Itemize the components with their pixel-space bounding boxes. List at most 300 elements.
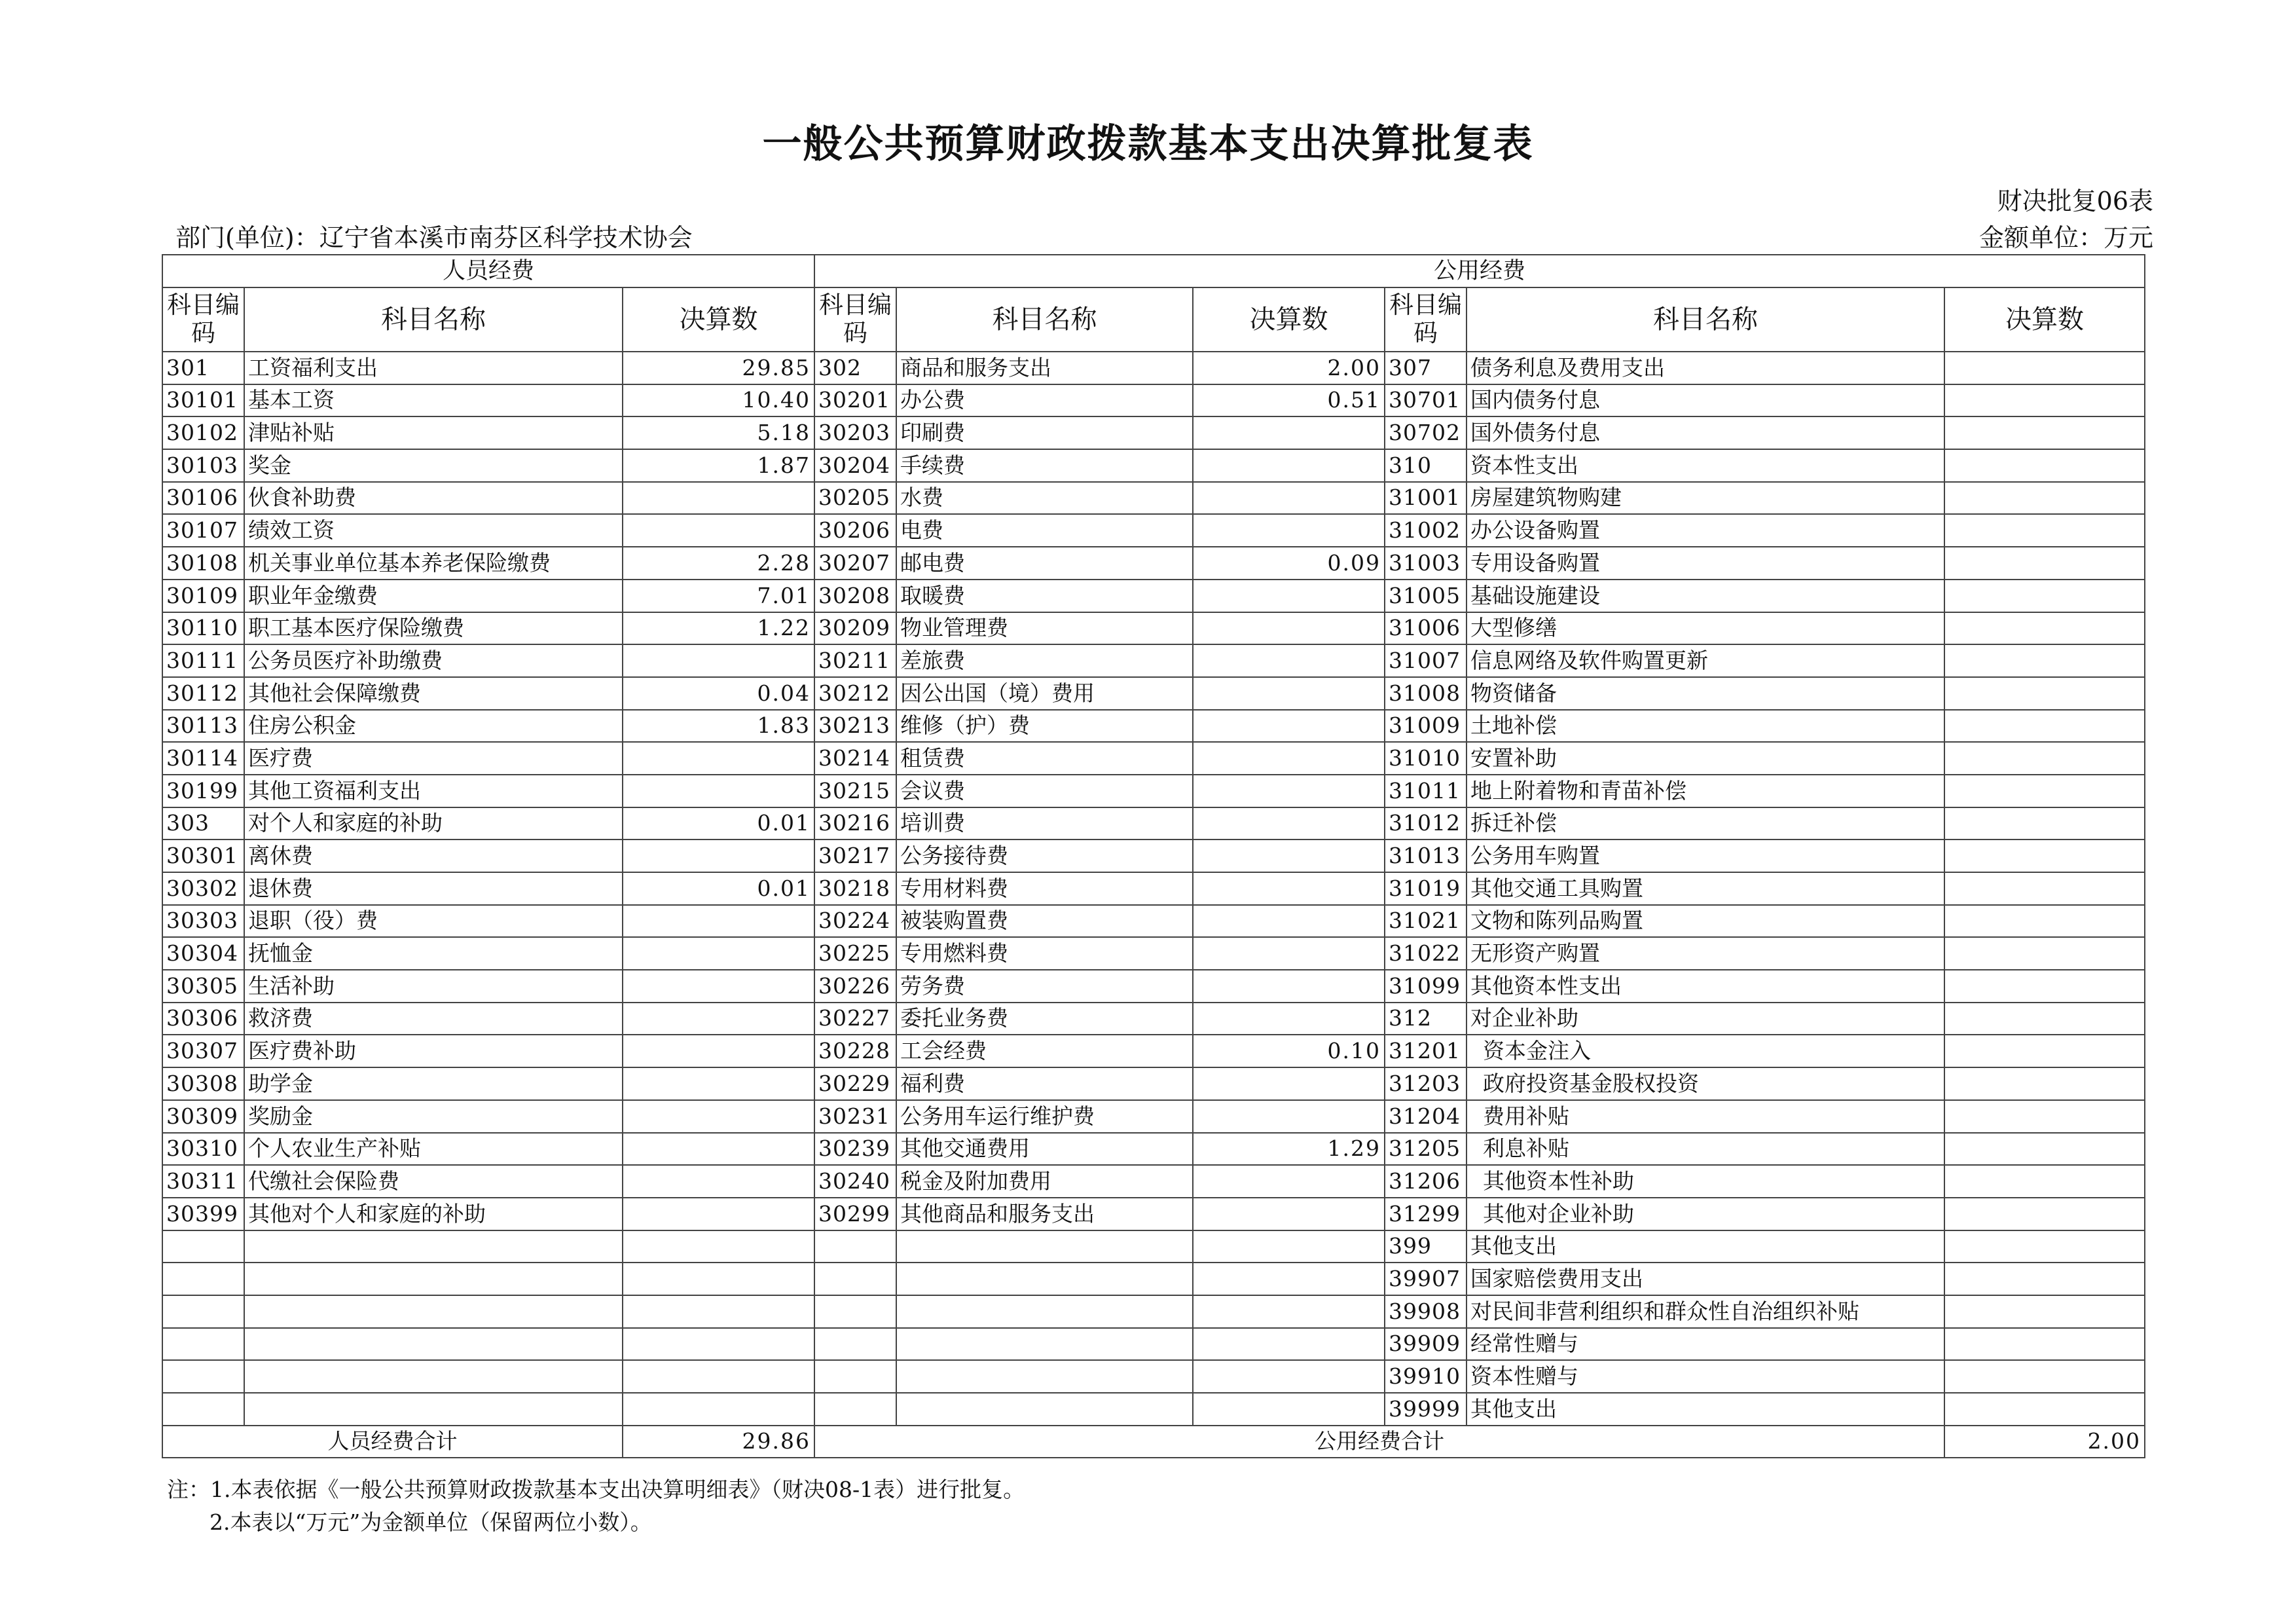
personnel-code-cell: 30108 [162,547,244,580]
personnel-name-cell: 职业年金缴费 [244,580,623,612]
public-a-amount-cell [1193,905,1385,938]
public-b-code-cell: 31005 [1385,580,1467,612]
public-a-amount-cell: 0.51 [1193,384,1385,417]
table-row [162,580,2145,612]
department-label: 部门(单位)：辽宁省本溪市南芬区科学技术协会 [175,223,693,252]
public-b-code-cell: 31007 [1385,644,1467,677]
personnel-code-cell: 30111 [162,644,244,677]
personnel-code-cell: 30112 [162,677,244,710]
public-a-amount-cell [1193,1003,1385,1035]
personnel-amount-cell [623,1360,814,1393]
public-b-name-cell: 大型修缮 [1467,612,1944,645]
personnel-code-cell [162,1230,244,1263]
personnel-name-cell: 代缴社会保险费 [244,1165,623,1198]
personnel-amount-cell: 0.01 [623,807,814,840]
table-row [162,449,2145,482]
public-b-code-cell: 31099 [1385,970,1467,1003]
public-a-amount-cell [1193,677,1385,710]
personnel-name-cell: 基本工资 [244,384,623,417]
header-amount: 决算数 [1944,287,2145,352]
personnel-name-cell: 津贴补贴 [244,416,623,449]
public-b-name-cell: 文物和陈列品购置 [1467,905,1944,938]
public-b-amount-cell [1944,1360,2145,1393]
public-a-name-cell: 公务接待费 [896,840,1193,872]
public-a-amount-cell [1193,775,1385,807]
personnel-amount-cell [623,1198,814,1230]
public-b-amount-cell [1944,612,2145,645]
personnel-name-cell: 个人农业生产补贴 [244,1133,623,1166]
public-a-name-cell: 印刷费 [896,416,1193,449]
public-b-amount-cell [1944,677,2145,710]
header-amount: 决算数 [1193,287,1385,352]
personnel-total-label: 人员经费合计 [162,1426,623,1458]
public-a-code-cell: 30229 [814,1067,896,1100]
personnel-amount-cell: 1.87 [623,449,814,482]
public-b-code-cell: 31206 [1385,1165,1467,1198]
table-row [162,1328,2145,1361]
personnel-amount-cell [623,1328,814,1361]
public-b-code-cell: 39999 [1385,1393,1467,1426]
public-b-amount-cell [1944,384,2145,417]
public-a-code-cell: 30216 [814,807,896,840]
public-a-name-cell: 维修（护）费 [896,710,1193,743]
table-row [162,937,2145,970]
table-row [162,1067,2145,1100]
public-a-name-cell [896,1263,1193,1295]
public-a-code-cell: 30228 [814,1035,896,1067]
public-a-name-cell [896,1295,1193,1328]
personnel-amount-cell [623,1003,814,1035]
public-a-code-cell: 30206 [814,514,896,547]
public-a-name-cell [896,1328,1193,1361]
table-row [162,1165,2145,1198]
public-b-code-cell: 312 [1385,1003,1467,1035]
public-a-amount-cell [1193,612,1385,645]
public-b-name-cell: 其他支出 [1467,1393,1944,1426]
header-code: 科目编码 [162,287,244,352]
public-a-amount-cell: 0.10 [1193,1035,1385,1067]
public-b-code-cell: 39910 [1385,1360,1467,1393]
public-a-name-cell: 商品和服务支出 [896,352,1193,384]
public-b-code-cell: 30702 [1385,416,1467,449]
public-a-name-cell: 公务用车运行维护费 [896,1100,1193,1133]
personnel-amount-cell [623,1393,814,1426]
public-b-amount-cell [1944,416,2145,449]
public-b-code-cell: 31003 [1385,547,1467,580]
public-b-name-cell: 土地补偿 [1467,710,1944,743]
table-row [162,1263,2145,1295]
public-b-code-cell: 31012 [1385,807,1467,840]
public-a-code-cell: 30224 [814,905,896,938]
personnel-code-cell: 30302 [162,872,244,905]
public-a-amount-cell [1193,580,1385,612]
public-a-name-cell: 专用燃料费 [896,937,1193,970]
public-b-name-cell: 资本性赠与 [1467,1360,1944,1393]
public-b-name-cell: 国内债务付息 [1467,384,1944,417]
header-code: 科目编码 [1385,287,1467,352]
public-a-code-cell: 30209 [814,612,896,645]
personnel-amount-cell [623,905,814,938]
public-b-name-cell: 信息网络及软件购置更新 [1467,644,1944,677]
personnel-code-cell: 30106 [162,482,244,515]
public-b-name-cell: 其他资本性支出 [1467,970,1944,1003]
public-b-amount-cell [1944,482,2145,515]
personnel-name-cell: 公务员医疗补助缴费 [244,644,623,677]
public-a-name-cell: 委托业务费 [896,1003,1193,1035]
public-b-amount-cell [1944,1393,2145,1426]
personnel-amount-cell: 10.40 [623,384,814,417]
public-b-amount-cell [1944,644,2145,677]
personnel-name-cell: 生活补助 [244,970,623,1003]
public-a-code-cell: 30207 [814,547,896,580]
public-a-amount-cell [1193,482,1385,515]
public-a-code-cell: 30231 [814,1100,896,1133]
personnel-code-cell [162,1393,244,1426]
table-row [162,1360,2145,1393]
public-b-name-cell: 拆迁补偿 [1467,807,1944,840]
public-b-amount-cell [1944,742,2145,775]
public-a-amount-cell [1193,1067,1385,1100]
public-a-code-cell: 30217 [814,840,896,872]
public-b-name-cell: 物资储备 [1467,677,1944,710]
public-b-code-cell: 399 [1385,1230,1467,1263]
table-row [162,547,2145,580]
public-a-name-cell: 水费 [896,482,1193,515]
public-b-name-cell: 对民间非营利组织和群众性自治组织补贴 [1467,1295,1944,1328]
personnel-code-cell: 30308 [162,1067,244,1100]
public-a-name-cell: 邮电费 [896,547,1193,580]
public-b-name-cell: 其他支出 [1467,1230,1944,1263]
personnel-amount-cell [623,1230,814,1263]
public-a-amount-cell [1193,970,1385,1003]
public-total-label: 公用经费合计 [814,1426,1944,1458]
public-a-code-cell: 30205 [814,482,896,515]
personnel-name-cell: 其他对个人和家庭的补助 [244,1198,623,1230]
public-a-name-cell: 会议费 [896,775,1193,807]
public-a-name-cell [896,1360,1193,1393]
public-b-code-cell: 31013 [1385,840,1467,872]
public-a-code-cell: 30226 [814,970,896,1003]
personnel-code-cell [162,1328,244,1361]
public-a-name-cell: 办公费 [896,384,1193,417]
public-b-amount-cell [1944,514,2145,547]
personnel-code-cell [162,1360,244,1393]
personnel-code-cell: 30311 [162,1165,244,1198]
public-b-name-cell: 其他交通工具购置 [1467,872,1944,905]
personnel-name-cell: 退职（役）费 [244,905,623,938]
personnel-code-cell: 30310 [162,1133,244,1166]
public-b-name-cell: 资本金注入 [1467,1035,1944,1067]
public-b-code-cell: 31006 [1385,612,1467,645]
personnel-name-cell: 抚恤金 [244,937,623,970]
section-public: 公用经费 [814,255,2145,287]
public-b-amount-cell [1944,775,2145,807]
personnel-code-cell: 30102 [162,416,244,449]
expenditure-table [162,254,2145,1458]
public-a-code-cell: 30299 [814,1198,896,1230]
personnel-amount-cell [623,742,814,775]
personnel-amount-cell [623,840,814,872]
personnel-code-cell: 30109 [162,580,244,612]
personnel-name-cell [244,1360,623,1393]
footnote-1: 注：1.本表依据《一般公共预算财政拨款基本支出决算明细表》（财决08-1表）进行批复。 [167,1477,1025,1502]
public-b-code-cell: 31203 [1385,1067,1467,1100]
public-b-code-cell: 31001 [1385,482,1467,515]
personnel-name-cell: 其他社会保障缴费 [244,677,623,710]
public-a-code-cell: 30218 [814,872,896,905]
table-row [162,1295,2145,1328]
public-b-amount-cell [1944,1328,2145,1361]
public-a-amount-cell [1193,1393,1385,1426]
personnel-name-cell: 退休费 [244,872,623,905]
section-personnel: 人员经费 [162,255,814,287]
public-b-amount-cell [1944,905,2145,938]
public-a-code-cell [814,1393,896,1426]
public-a-code-cell [814,1360,896,1393]
personnel-code-cell: 30103 [162,449,244,482]
table-row [162,1035,2145,1067]
public-b-amount-cell [1944,1230,2145,1263]
table-row [162,384,2145,417]
public-a-amount-cell [1193,514,1385,547]
table-row [162,1003,2145,1035]
public-b-code-cell: 31010 [1385,742,1467,775]
public-a-code-cell: 30225 [814,937,896,970]
public-a-amount-cell [1193,1230,1385,1263]
public-a-name-cell: 培训费 [896,807,1193,840]
personnel-code-cell: 30113 [162,710,244,743]
personnel-name-cell: 离休费 [244,840,623,872]
public-a-amount-cell [1193,1263,1385,1295]
public-b-amount-cell [1944,970,2145,1003]
public-b-amount-cell [1944,872,2145,905]
public-b-amount-cell [1944,1198,2145,1230]
table-row [162,1230,2145,1263]
public-b-amount-cell [1944,547,2145,580]
public-b-code-cell: 31002 [1385,514,1467,547]
public-b-name-cell: 债务利息及费用支出 [1467,352,1944,384]
public-a-amount-cell: 0.09 [1193,547,1385,580]
personnel-code-cell: 303 [162,807,244,840]
public-a-amount-cell [1193,872,1385,905]
personnel-amount-cell: 0.04 [623,677,814,710]
personnel-name-cell: 职工基本医疗保险缴费 [244,612,623,645]
personnel-name-cell [244,1393,623,1426]
public-a-amount-cell [1193,742,1385,775]
public-a-code-cell: 30239 [814,1133,896,1166]
personnel-amount-cell [623,1035,814,1067]
public-a-code-cell: 30227 [814,1003,896,1035]
public-b-name-cell: 无形资产购置 [1467,937,1944,970]
personnel-name-cell: 伙食补助费 [244,482,623,515]
personnel-name-cell: 助学金 [244,1067,623,1100]
public-b-code-cell: 307 [1385,352,1467,384]
public-a-code-cell: 30214 [814,742,896,775]
public-b-amount-cell [1944,1295,2145,1328]
personnel-amount-cell: 5.18 [623,416,814,449]
public-a-name-cell: 税金及附加费用 [896,1165,1193,1198]
public-b-amount-cell [1944,352,2145,384]
page-title: 一般公共预算财政拨款基本支出决算批复表 [762,121,1534,167]
personnel-amount-cell: 0.01 [623,872,814,905]
public-a-name-cell: 手续费 [896,449,1193,482]
public-a-amount-cell [1193,449,1385,482]
public-a-name-cell: 福利费 [896,1067,1193,1100]
personnel-code-cell: 30303 [162,905,244,938]
public-a-amount-cell [1193,416,1385,449]
public-a-name-cell: 被装购置费 [896,905,1193,938]
public-b-amount-cell [1944,580,2145,612]
header-code: 科目编码 [814,287,896,352]
table-row [162,612,2145,645]
public-a-name-cell [896,1230,1193,1263]
public-b-code-cell: 31021 [1385,905,1467,938]
totals-row [162,1426,2145,1458]
personnel-code-cell: 30110 [162,612,244,645]
public-b-code-cell: 31205 [1385,1133,1467,1166]
public-a-code-cell [814,1263,896,1295]
table-row [162,775,2145,807]
table-row [162,742,2145,775]
public-b-name-cell: 安置补助 [1467,742,1944,775]
header-name: 科目名称 [1467,287,1944,352]
personnel-amount-cell [623,1067,814,1100]
public-b-name-cell: 费用补贴 [1467,1100,1944,1133]
public-b-name-cell: 资本性支出 [1467,449,1944,482]
public-b-name-cell: 利息补贴 [1467,1133,1944,1166]
public-a-amount-cell [1193,644,1385,677]
public-a-code-cell: 30201 [814,384,896,417]
personnel-amount-cell [623,1295,814,1328]
footnote-2: 2.本表以“万元”为金额单位（保留两位小数）。 [210,1509,652,1535]
table-row [162,710,2145,743]
public-a-name-cell: 劳务费 [896,970,1193,1003]
public-b-code-cell: 39909 [1385,1328,1467,1361]
personnel-code-cell: 30101 [162,384,244,417]
public-b-amount-cell [1944,937,2145,970]
public-b-code-cell: 39907 [1385,1263,1467,1295]
personnel-code-cell: 30309 [162,1100,244,1133]
personnel-name-cell: 绩效工资 [244,514,623,547]
public-a-amount-cell [1193,1100,1385,1133]
table-row [162,482,2145,515]
personnel-name-cell: 医疗费 [244,742,623,775]
amount-unit-label: 金额单位：万元 [1978,223,2153,252]
public-b-code-cell: 31299 [1385,1198,1467,1230]
public-b-code-cell: 31022 [1385,937,1467,970]
public-a-code-cell: 302 [814,352,896,384]
table-row [162,677,2145,710]
personnel-amount-cell: 1.22 [623,612,814,645]
table-row [162,644,2145,677]
public-a-code-cell: 30240 [814,1165,896,1198]
public-a-amount-cell [1193,1165,1385,1198]
table-row [162,872,2145,905]
public-b-amount-cell [1944,1035,2145,1067]
personnel-code-cell: 30301 [162,840,244,872]
public-b-code-cell: 39908 [1385,1295,1467,1328]
personnel-code-cell: 30305 [162,970,244,1003]
public-a-amount-cell: 1.29 [1193,1133,1385,1166]
personnel-amount-cell [623,1263,814,1295]
header-amount: 决算数 [623,287,814,352]
public-a-name-cell: 专用材料费 [896,872,1193,905]
personnel-code-cell: 30304 [162,937,244,970]
public-a-code-cell [814,1230,896,1263]
personnel-amount-cell [623,644,814,677]
public-b-amount-cell [1944,1133,2145,1166]
table-row [162,905,2145,938]
personnel-amount-cell [623,937,814,970]
header-name: 科目名称 [896,287,1193,352]
personnel-name-cell: 医疗费补助 [244,1035,623,1067]
public-a-name-cell: 因公出国（境）费用 [896,677,1193,710]
personnel-name-cell: 奖励金 [244,1100,623,1133]
public-a-name-cell: 租赁费 [896,742,1193,775]
public-b-code-cell: 31009 [1385,710,1467,743]
table-row [162,840,2145,872]
public-b-name-cell: 专用设备购置 [1467,547,1944,580]
public-b-amount-cell [1944,1100,2145,1133]
public-a-amount-cell [1193,1328,1385,1361]
table-row [162,352,2145,384]
public-b-amount-cell [1944,1263,2145,1295]
personnel-amount-cell [623,1133,814,1166]
public-a-code-cell [814,1328,896,1361]
public-a-amount-cell [1193,1295,1385,1328]
public-a-name-cell: 取暖费 [896,580,1193,612]
personnel-amount-cell [623,1100,814,1133]
personnel-total-amount: 29.86 [623,1426,814,1458]
personnel-name-cell [244,1230,623,1263]
public-a-amount-cell [1193,1360,1385,1393]
personnel-name-cell: 救济费 [244,1003,623,1035]
personnel-name-cell: 其他工资福利支出 [244,775,623,807]
personnel-amount-cell: 7.01 [623,580,814,612]
public-a-amount-cell [1193,710,1385,743]
personnel-amount-cell [623,514,814,547]
personnel-amount-cell: 2.28 [623,547,814,580]
personnel-code-cell: 30306 [162,1003,244,1035]
public-b-name-cell: 房屋建筑物购建 [1467,482,1944,515]
public-b-name-cell: 对企业补助 [1467,1003,1944,1035]
personnel-code-cell: 30199 [162,775,244,807]
footnotes [167,1473,1025,1539]
personnel-amount-cell [623,775,814,807]
public-b-amount-cell [1944,1165,2145,1198]
personnel-amount-cell [623,1165,814,1198]
public-a-code-cell: 30215 [814,775,896,807]
public-b-amount-cell [1944,807,2145,840]
personnel-name-cell [244,1328,623,1361]
public-b-name-cell: 其他资本性补助 [1467,1165,1944,1198]
public-b-code-cell: 31201 [1385,1035,1467,1067]
personnel-code-cell: 30114 [162,742,244,775]
public-a-name-cell: 其他商品和服务支出 [896,1198,1193,1230]
public-a-amount-cell [1193,840,1385,872]
personnel-name-cell: 住房公积金 [244,710,623,743]
personnel-name-cell [244,1295,623,1328]
public-a-name-cell: 物业管理费 [896,612,1193,645]
public-a-name-cell [896,1393,1193,1426]
table-row [162,1198,2145,1230]
personnel-code-cell [162,1263,244,1295]
public-a-code-cell: 30203 [814,416,896,449]
public-a-code-cell: 30211 [814,644,896,677]
table-row [162,514,2145,547]
public-b-code-cell: 31019 [1385,872,1467,905]
public-a-code-cell: 30204 [814,449,896,482]
